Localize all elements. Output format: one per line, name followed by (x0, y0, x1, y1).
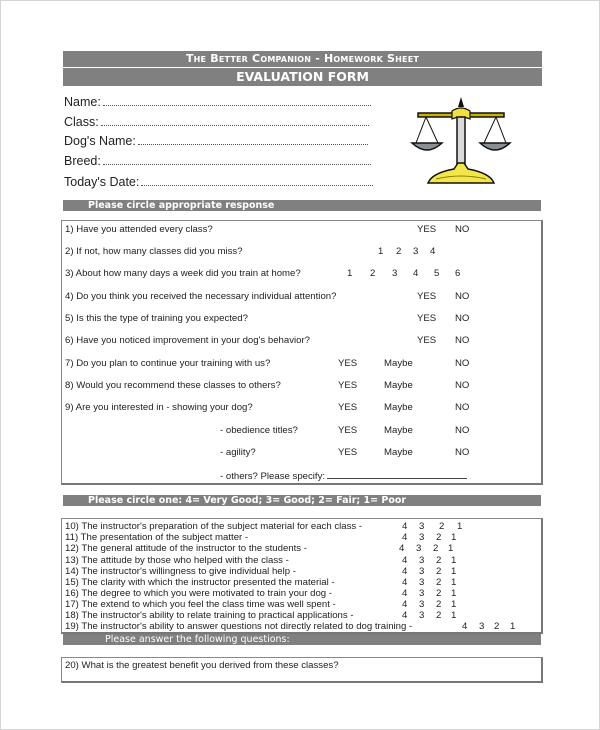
question-19: 19) The instructor's ability to answer questions not directly related to dog training - (65, 621, 413, 632)
q3-opt-5[interactable]: 5 (434, 268, 440, 279)
section3-heading: Please answer the following questions: (63, 634, 541, 645)
q17-rating-1[interactable]: 1 (451, 599, 457, 610)
name-field[interactable]: Name: (64, 93, 371, 111)
question-13: 13) The attitude by those who helped with the class - (65, 555, 289, 566)
q9-agility-yes[interactable]: YES (338, 447, 358, 458)
q9-agility-maybe[interactable]: Maybe (384, 447, 413, 458)
q18-rating-2[interactable]: 2 (436, 610, 442, 621)
q11-rating-1[interactable]: 1 (451, 532, 457, 543)
question-9-others[interactable]: - others? Please specify: (220, 470, 467, 483)
q3-opt-3[interactable]: 3 (392, 268, 398, 279)
question-14: 14) The instructor's willingness to give individual help - (65, 566, 296, 577)
q15-rating-1[interactable]: 1 (451, 577, 457, 588)
q10-rating-4[interactable]: 4 (402, 521, 408, 532)
question-9-obedience: - obedience titles? (220, 425, 298, 436)
q3-opt-6[interactable]: 6 (455, 268, 461, 279)
question-20: 20) What is the greatest benefit you derived from these classes? (65, 660, 339, 671)
q12-rating-2[interactable]: 2 (433, 543, 439, 554)
q9-obedience-yes[interactable]: YES (338, 425, 358, 436)
dogs-name-field[interactable]: Dog's Name: (64, 132, 368, 150)
question-11: 11) The presentation of the subject matter - (65, 532, 249, 543)
q5-no[interactable]: NO (455, 313, 470, 324)
q3-opt-4[interactable]: 4 (413, 268, 419, 279)
q10-rating-3[interactable]: 3 (419, 521, 425, 532)
form-subtitle: EVALUATION FORM (63, 68, 542, 86)
q12-rating-1[interactable]: 1 (448, 543, 454, 554)
question-16: 16) The degree to which you were motivated to train your dog - (65, 588, 332, 599)
q13-rating-3[interactable]: 3 (419, 555, 425, 566)
q16-rating-1[interactable]: 1 (451, 588, 457, 599)
q13-rating-4[interactable]: 4 (402, 555, 408, 566)
q16-rating-3[interactable]: 3 (419, 588, 425, 599)
q15-rating-2[interactable]: 2 (436, 577, 442, 588)
q9-showing-yes[interactable]: YES (338, 402, 358, 413)
question-9: 9) Are you interested in - showing your dog? (65, 402, 253, 413)
q17-rating-3[interactable]: 3 (419, 599, 425, 610)
q12-rating-4[interactable]: 4 (399, 543, 405, 554)
section2-heading: Please circle one: 4= Very Good; 3= Good; 2= Fair; 1= Poor (63, 495, 541, 506)
q10-rating-2[interactable]: 2 (439, 521, 445, 532)
q17-rating-4[interactable]: 4 (402, 599, 408, 610)
question-12: 12) The general attitude of the instructor to the students - (65, 543, 307, 554)
q16-rating-4[interactable]: 4 (402, 588, 408, 599)
form-title: The Better Companion - Homework Sheet (63, 51, 542, 67)
q16-rating-2[interactable]: 2 (436, 588, 442, 599)
q2-opt-1[interactable]: 1 (378, 246, 384, 257)
q4-yes[interactable]: YES (417, 291, 437, 302)
class-field[interactable]: Class: (64, 113, 369, 131)
q17-rating-2[interactable]: 2 (436, 599, 442, 610)
scales-of-justice-icon (406, 93, 516, 188)
q14-rating-4[interactable]: 4 (402, 566, 408, 577)
q9-showing-no[interactable]: NO (455, 402, 470, 413)
question-3: 3) About how many days a week did you train at home? (65, 268, 301, 279)
q14-rating-2[interactable]: 2 (436, 566, 442, 577)
q6-no[interactable]: NO (455, 335, 470, 346)
q8-no[interactable]: NO (455, 380, 470, 391)
q7-no[interactable]: NO (455, 358, 470, 369)
q9-agility-no[interactable]: NO (455, 447, 470, 458)
q14-rating-3[interactable]: 3 (419, 566, 425, 577)
q19-rating-3[interactable]: 3 (479, 621, 485, 632)
q1-yes[interactable]: YES (417, 224, 437, 235)
q5-yes[interactable]: YES (417, 313, 437, 324)
q8-maybe[interactable]: Maybe (384, 380, 413, 391)
q15-rating-3[interactable]: 3 (419, 577, 425, 588)
q11-rating-3[interactable]: 3 (419, 532, 425, 543)
question-10: 10) The instructor's preparation of the subject material for each class - (65, 521, 363, 532)
q7-maybe[interactable]: Maybe (384, 358, 413, 369)
q19-rating-1[interactable]: 1 (510, 621, 516, 632)
question-9-agility: - agility? (220, 447, 256, 458)
q3-opt-2[interactable]: 2 (370, 268, 376, 279)
q2-opt-4[interactable]: 4 (430, 246, 436, 257)
q18-rating-4[interactable]: 4 (402, 610, 408, 621)
question-2: 2) If not, how many classes did you miss? (65, 246, 243, 257)
question-18: 18) The instructor's ability to relate training to practical applications - (65, 610, 354, 621)
q15-rating-4[interactable]: 4 (402, 577, 408, 588)
others-specify-line[interactable] (327, 470, 467, 479)
q9-obedience-maybe[interactable]: Maybe (384, 425, 413, 436)
q18-rating-3[interactable]: 3 (419, 610, 425, 621)
question-5: 5) Is this the type of training you expected? (65, 313, 248, 324)
q12-rating-3[interactable]: 3 (416, 543, 422, 554)
q1-no[interactable]: NO (455, 224, 470, 235)
q2-opt-3[interactable]: 3 (413, 246, 419, 257)
q10-rating-1[interactable]: 1 (457, 521, 463, 532)
q18-rating-1[interactable]: 1 (451, 610, 457, 621)
q3-opt-1[interactable]: 1 (347, 268, 353, 279)
breed-field[interactable]: Breed: (64, 152, 371, 170)
q9-showing-maybe[interactable]: Maybe (384, 402, 413, 413)
q13-rating-2[interactable]: 2 (436, 555, 442, 566)
question-7: 7) Do you plan to continue your training with us? (65, 358, 271, 369)
question-4: 4) Do you think you received the necessary individual attention? (65, 291, 337, 302)
question-1: 1) Have you attended every class? (65, 224, 213, 235)
q2-opt-2[interactable]: 2 (396, 246, 402, 257)
section1-heading: Please circle appropriate response (63, 200, 541, 211)
question-17: 17) The extend to which you feel the class time was well spent - (65, 599, 336, 610)
q4-no[interactable]: NO (455, 291, 470, 302)
question-6: 6) Have you noticed improvement in your dog's behavior? (65, 335, 311, 346)
q11-rating-2[interactable]: 2 (436, 532, 442, 543)
q19-rating-2[interactable]: 2 (494, 621, 500, 632)
q7-yes[interactable]: YES (338, 358, 358, 369)
q9-obedience-no[interactable]: NO (455, 425, 470, 436)
open-question-box[interactable] (61, 657, 543, 683)
yes-no-questions-box (61, 220, 543, 485)
q19-rating-4[interactable]: 4 (462, 621, 468, 632)
q6-yes[interactable]: YES (417, 335, 437, 346)
q13-rating-1[interactable]: 1 (451, 555, 457, 566)
q8-yes[interactable]: YES (338, 380, 358, 391)
question-8: 8) Would you recommend these classes to others? (65, 380, 281, 391)
todays-date-field[interactable]: Today's Date: (64, 173, 373, 191)
question-15: 15) The clarity with which the instructor presented the material - (65, 577, 335, 588)
q14-rating-1[interactable]: 1 (451, 566, 457, 577)
q11-rating-4[interactable]: 4 (402, 532, 408, 543)
rating-questions-box (61, 518, 543, 634)
